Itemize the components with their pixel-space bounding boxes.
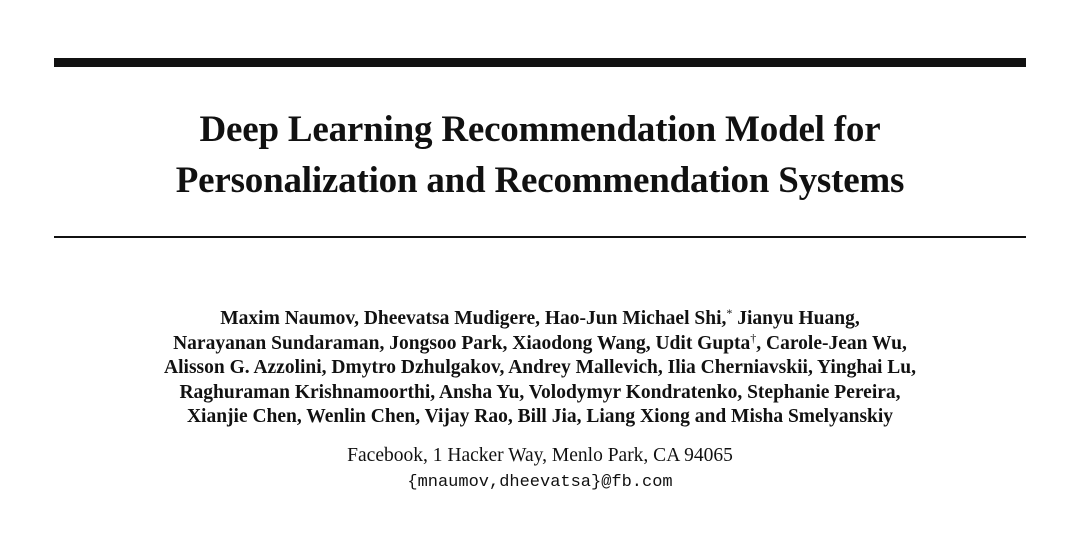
- footnote-mark-star: *: [726, 306, 733, 320]
- footnote-mark-dagger: †: [750, 330, 757, 345]
- author-line-2-a: Narayanan Sundaraman, Jongsoo Park, Xiaodong Wang, Udit Gupta: [173, 332, 751, 354]
- title-line-2: Personalization and Recommendation Systems: [175, 160, 905, 201]
- author-line-2: [0, 332, 1080, 357]
- top-rule: [54, 58, 1026, 67]
- paper-title: [0, 104, 1080, 206]
- author-line-2-b: , Carole-Jean Wu,: [756, 332, 907, 354]
- author-line-4: Raghuraman Krishnamoorthi, Ansha Yu, Volodymyr Kondratenko, Stephanie Pereira,: [179, 381, 901, 403]
- affiliation: Facebook, 1 Hacker Way, Menlo Park, CA 94065: [347, 445, 733, 466]
- author-line-1-b: Jianyu Huang,: [732, 308, 860, 329]
- author-line-3: Alisson G. Azzolini, Dmytro Dzhulgakov, Andrey Mallevich, Ilia Cherniavskii, Yinghai Lu,: [164, 357, 916, 379]
- author-line-1: [0, 307, 1080, 332]
- author-line-1-a: Maxim Naumov, Dheevatsa Mudigere, Hao-Jun Michael Shi,: [220, 308, 727, 329]
- title-line-1: Deep Learning Recommendation Model for: [199, 109, 881, 150]
- title-bottom-rule: [54, 236, 1026, 238]
- author-line-5: Xianjie Chen, Wenlin Chen, Vijay Rao, Bill Jia, Liang Xiong and Misha Smelyanskiy: [186, 406, 894, 428]
- author-email: {mnaumov,dheevatsa}@fb.com: [407, 473, 673, 492]
- author-list: [0, 307, 1080, 430]
